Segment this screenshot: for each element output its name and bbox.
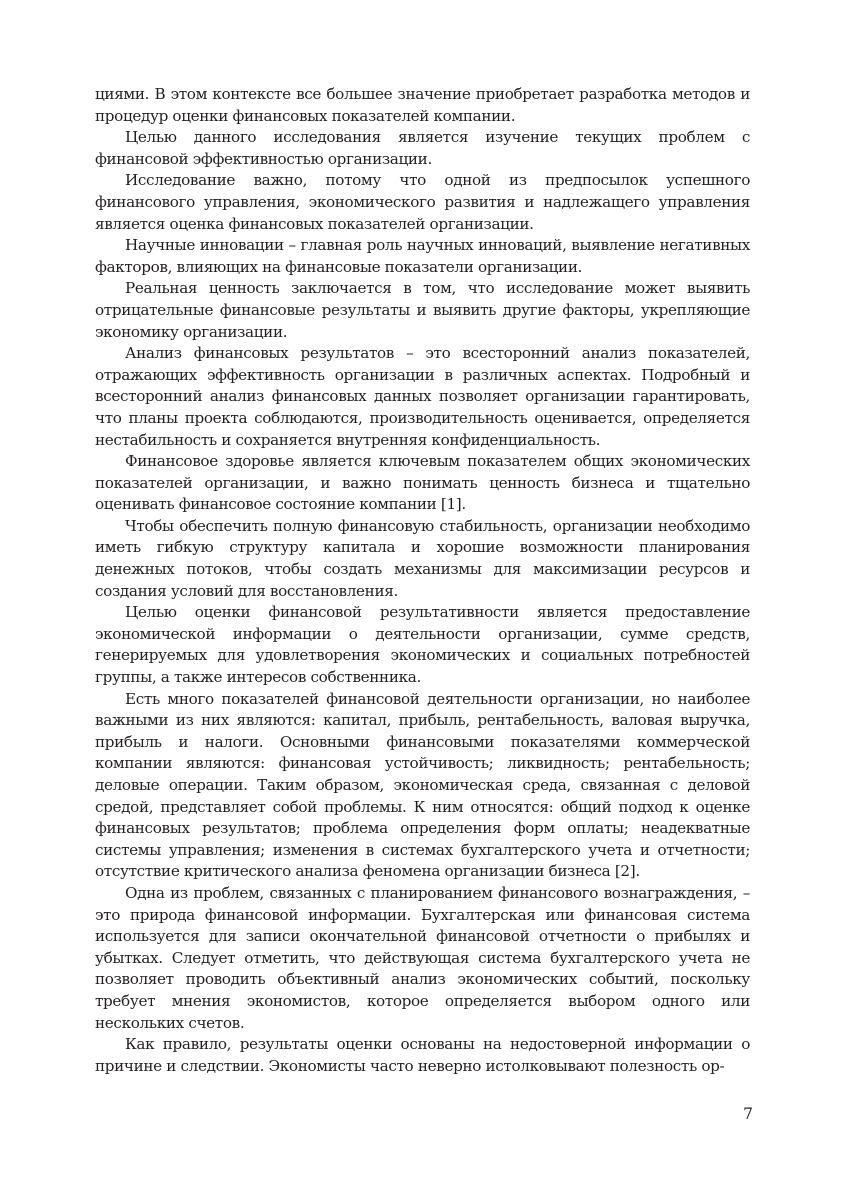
page-number: 7 (743, 1105, 753, 1123)
paragraph-11: Одна из проблем, связанных с планированием финансового вознаграждения, – это природа финансовой информации. Бухгалтерская или финансовая система используется для записи окончательной финансовой отчетности о прибылях и убытках. Следует отметить, что действующая система бухгалтерского учета не позволяет проводить объективный анализ экономических событий, поскольку требует мнения экономистов, которое определяется выбором одного или нескольких счетов. (95, 883, 750, 1032)
paragraph-7: Финансовое здоровье является ключевым показателем общих экономических показателей организации, и важно понимать ценность бизнеса и тщательно оценивать финансовое состояние компании [1]. (95, 452, 750, 514)
paragraph-6: Анализ финансовых результатов – это всесторонний анализ показателей, отражающих эффективность организации в различных аспектах. Подробный и всесторонний анализ финансовых данных позволяет организации гарантировать, что планы проекта соблюдаются, производительность оценивается, определяется нестабильность и сохраняется внутренняя конфиденциальность. (95, 344, 750, 449)
paragraph-4: Научные инновации – главная роль научных инноваций, выявление негативных факторов, влияющих на финансовые показатели организации. (95, 236, 750, 276)
paragraph-10: Есть много показателей финансовой деятельности организации, но наиболее важными из них являются: капитал, прибыль, рентабельность, валовая выручка, прибыль и налоги. Основными финансовыми показателями коммерческой компании являются: финансовая устойчивость; ликвидность; рентабельность; деловые операции. Таким образом, экономическая среда, связанная с деловой средой, представляет собой проблемы. К ним относятся: общий подход к оценке финансовых результатов; проблема определения форм оплаты; неадекватные системы управления; изменения в системах бухгалтерского учета и отчетности; отсутствие критического анализа феномена организации бизнеса [2]. (95, 689, 750, 881)
paragraph-5: Реальная ценность заключается в том, что исследование может выявить отрицательные финансовые результаты и выявить другие факторы, укрепляющие экономику организации. (95, 279, 750, 341)
paragraph-12: Как правило, результаты оценки основаны на недостоверной информации о причине и следствии. Экономисты часто неверно истолковывают полезность ор- (95, 1035, 750, 1075)
paragraph-2: Целью данного исследования является изучение текущих проблем с финансовой эффективностью организации. (95, 128, 750, 168)
page-body (95, 84, 750, 1077)
paragraph-9: Целью оценки финансовой результативности является предоставление экономической информации о деятельности организации, сумме средств, генерируемых для удовлетворения экономических и социальных потребностей группы, а также интересов собственника. (95, 603, 750, 687)
paragraph-1: циями. В этом контексте все большее значение приобретает разработка методов и процедур оценки финансовых показателей компании. (95, 85, 750, 125)
paragraph-8: Чтобы обеспечить полную финансовую стабильность, организации необходимо иметь гибкую структуру капитала и хорошие возможности планирования денежных потоков, чтобы создать механизмы для максимизации ресурсов и создания условий для восстановления. (95, 516, 750, 600)
paragraph-3: Исследование важно, потому что одной из предпосылок успешного финансового управления, экономического развития и надлежащего управления является оценка финансовых показателей организации. (95, 171, 750, 233)
